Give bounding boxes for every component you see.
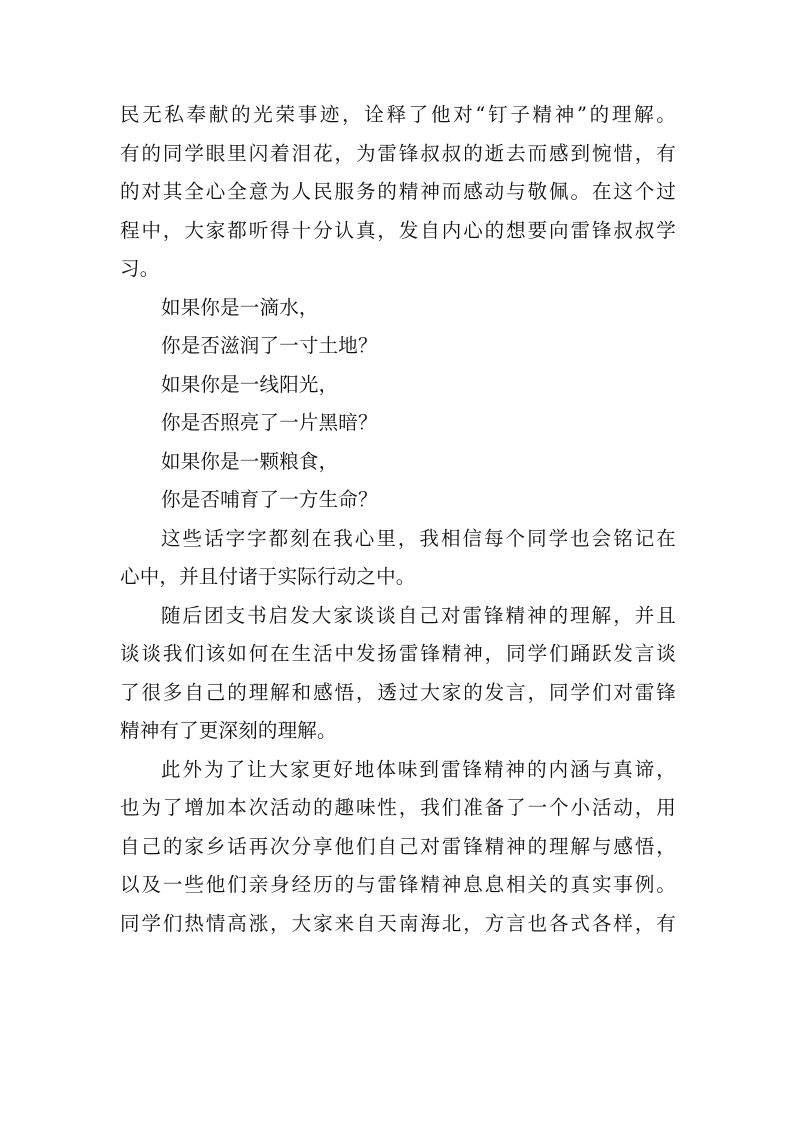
poem-line: 你是否滋润了一寸土地？	[161, 334, 378, 357]
text-line: 同学们热情高涨，大家来自天南海北，方言也各式各样，有	[120, 911, 676, 935]
text-line: 随后团支书启发大家谈谈自己对雷锋精神的理解，并且	[161, 603, 676, 627]
poem-line: 你是否照亮了一片黑暗？	[161, 411, 378, 434]
text-line: 有的同学眼里闪着泪花，为雷锋叔叔的逝去而感到惋惜，有	[120, 141, 676, 165]
poem-line: 如果你是一滴水，	[161, 295, 319, 319]
text-line: 这些话字字都刻在我心里，我相信每个同学也会铭记在	[161, 526, 676, 550]
poem-line: 如果你是一线阳光，	[161, 372, 339, 396]
text-line: 了很多自己的理解和感悟，透过大家的发言，同学们对雷锋	[120, 680, 676, 704]
text-line: 以及一些他们亲身经历的与雷锋精神息息相关的真实事例。	[120, 873, 676, 896]
text-line: 的对其全心全意为人民服务的精神而感动与敬佩。在这个过	[120, 180, 676, 203]
poem-line: 如果你是一颗粮食，	[161, 449, 339, 473]
text-line: 谈谈我们该如何在生活中发扬雷锋精神，同学们踊跃发言谈	[120, 642, 676, 665]
text-line: 精神有了更深刻的理解。	[120, 719, 337, 742]
text-line: 此外为了让大家更好地体味到雷锋精神的内涵与真谛，	[161, 757, 676, 781]
text-line: 习。	[120, 257, 160, 280]
text-line: 民无私奉献的光荣事迹，诠释了他对“钉子精神”的理解。	[120, 103, 676, 126]
text-line: 自己的家乡话再次分享他们自己对雷锋精神的理解与感悟，	[120, 834, 676, 858]
text-line: 也为了增加本次活动的趣味性，我们准备了一个小活动，用	[120, 796, 676, 819]
text-line: 心中，并且付诸于实际行动之中。	[120, 565, 416, 588]
body-text	[120, 96, 676, 943]
text-line: 程中，大家都听得十分认真，发自内心的想要向雷锋叔叔学	[120, 218, 676, 242]
poem-line: 你是否哺育了一方生命？	[161, 488, 378, 511]
